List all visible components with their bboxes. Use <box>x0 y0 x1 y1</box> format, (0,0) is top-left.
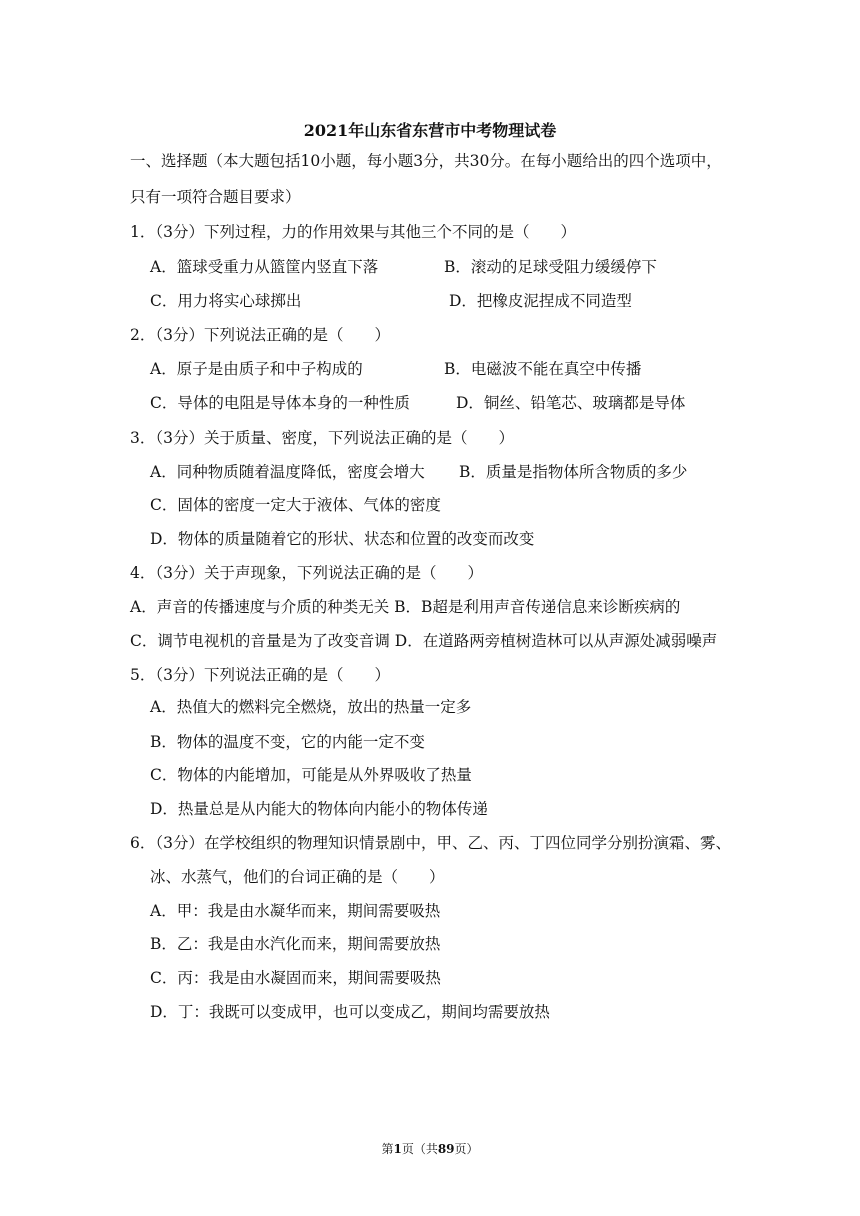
q3-stem: 3．（3分）关于质量、密度，下列说法正确的是（ ） <box>130 429 514 447</box>
q3-option-c: C．固体的密度一定大于液体、气体的密度 <box>150 496 441 514</box>
footer-page-number: 1 <box>393 1142 402 1156</box>
q6-stem-line-1: 6．（3分）在学校组织的物理知识情景剧中，甲、乙、丙、丁四位同学分别扮演霜、雾、 <box>130 834 731 852</box>
q1-option-a: A．篮球受重力从篮筐内竖直下落 <box>150 258 379 276</box>
q6-option-c: C．丙：我是由水凝固而来，期间需要吸热 <box>150 969 441 987</box>
q1-option-b: B．滚动的足球受阻力缓缓停下 <box>444 258 657 276</box>
q6-option-d: D．丁：我既可以变成甲，也可以变成乙，期间均需要放热 <box>150 1003 550 1021</box>
section-heading-line-1: 一、选择题（本大题包括10小题，每小题3分，共30分。在每小题给出的四个选项中， <box>130 152 722 170</box>
q5-option-c: C．物体的内能增加，可能是从外界吸收了热量 <box>150 766 472 784</box>
q6-option-a: A．甲：我是由水凝华而来，期间需要吸热 <box>150 902 441 920</box>
q4-stem: 4．（3分）关于声现象，下列说法正确的是（ ） <box>130 564 483 582</box>
footer-total-pages: 89 <box>437 1142 455 1156</box>
q2-option-a: A．原子是由质子和中子构成的 <box>150 360 363 378</box>
footer-prefix: 第 <box>381 1142 394 1156</box>
page-footer <box>0 1140 860 1157</box>
q1-stem: 1．（3分）下列过程，力的作用效果与其他三个不同的是（ ） <box>130 223 576 241</box>
q2-option-c: C．导体的电阻是导体本身的一种性质 <box>150 394 410 412</box>
q1-option-c: C．用力将实心球掷出 <box>150 292 302 310</box>
footer-suffix: 页） <box>454 1142 479 1156</box>
q6-stem-line-2: 冰、水蒸气，他们的台词正确的是（ ） <box>150 868 445 886</box>
q5-option-b: B．物体的温度不变，它的内能一定不变 <box>150 733 425 751</box>
q2-option-b: B．电磁波不能在真空中传播 <box>444 360 642 378</box>
q3-option-d: D．物体的质量随着它的形状、状态和位置的改变而改变 <box>150 530 535 548</box>
q4-options-ab: A．声音的传播速度与介质的种类无关 B．B超是利用声音传递信息来诊断疾病的 <box>130 598 681 616</box>
q5-option-a: A．热值大的燃料完全燃烧，放出的热量一定多 <box>150 698 472 716</box>
q1-option-d: D．把橡皮泥捏成不同造型 <box>449 292 632 310</box>
q5-option-d: D．热量总是从内能大的物体向内能小的物体传递 <box>150 800 488 818</box>
q6-option-b: B．乙：我是由水汽化而来，期间需要放热 <box>150 935 441 953</box>
exam-title: 2021年山东省东营市中考物理试卷 <box>303 121 557 140</box>
q3-option-b: B．质量是指物体所含物质的多少 <box>459 463 688 481</box>
q4-options-cd: C．调节电视机的音量是为了改变音调 D．在道路两旁植树造林可以从声源处减弱噪声 <box>130 632 718 650</box>
section-heading-line-2: 只有一项符合题目要求） <box>130 188 301 206</box>
footer-middle: 页（共 <box>401 1142 438 1156</box>
q3-option-a: A．同种物质随着温度降低，密度会增大 <box>150 463 425 481</box>
q5-stem: 5．（3分）下列说法正确的是（ ） <box>130 666 390 684</box>
q2-stem: 2．（3分）下列说法正确的是（ ） <box>130 326 390 344</box>
q2-option-d: D．铜丝、铅笔芯、玻璃都是导体 <box>456 394 686 412</box>
